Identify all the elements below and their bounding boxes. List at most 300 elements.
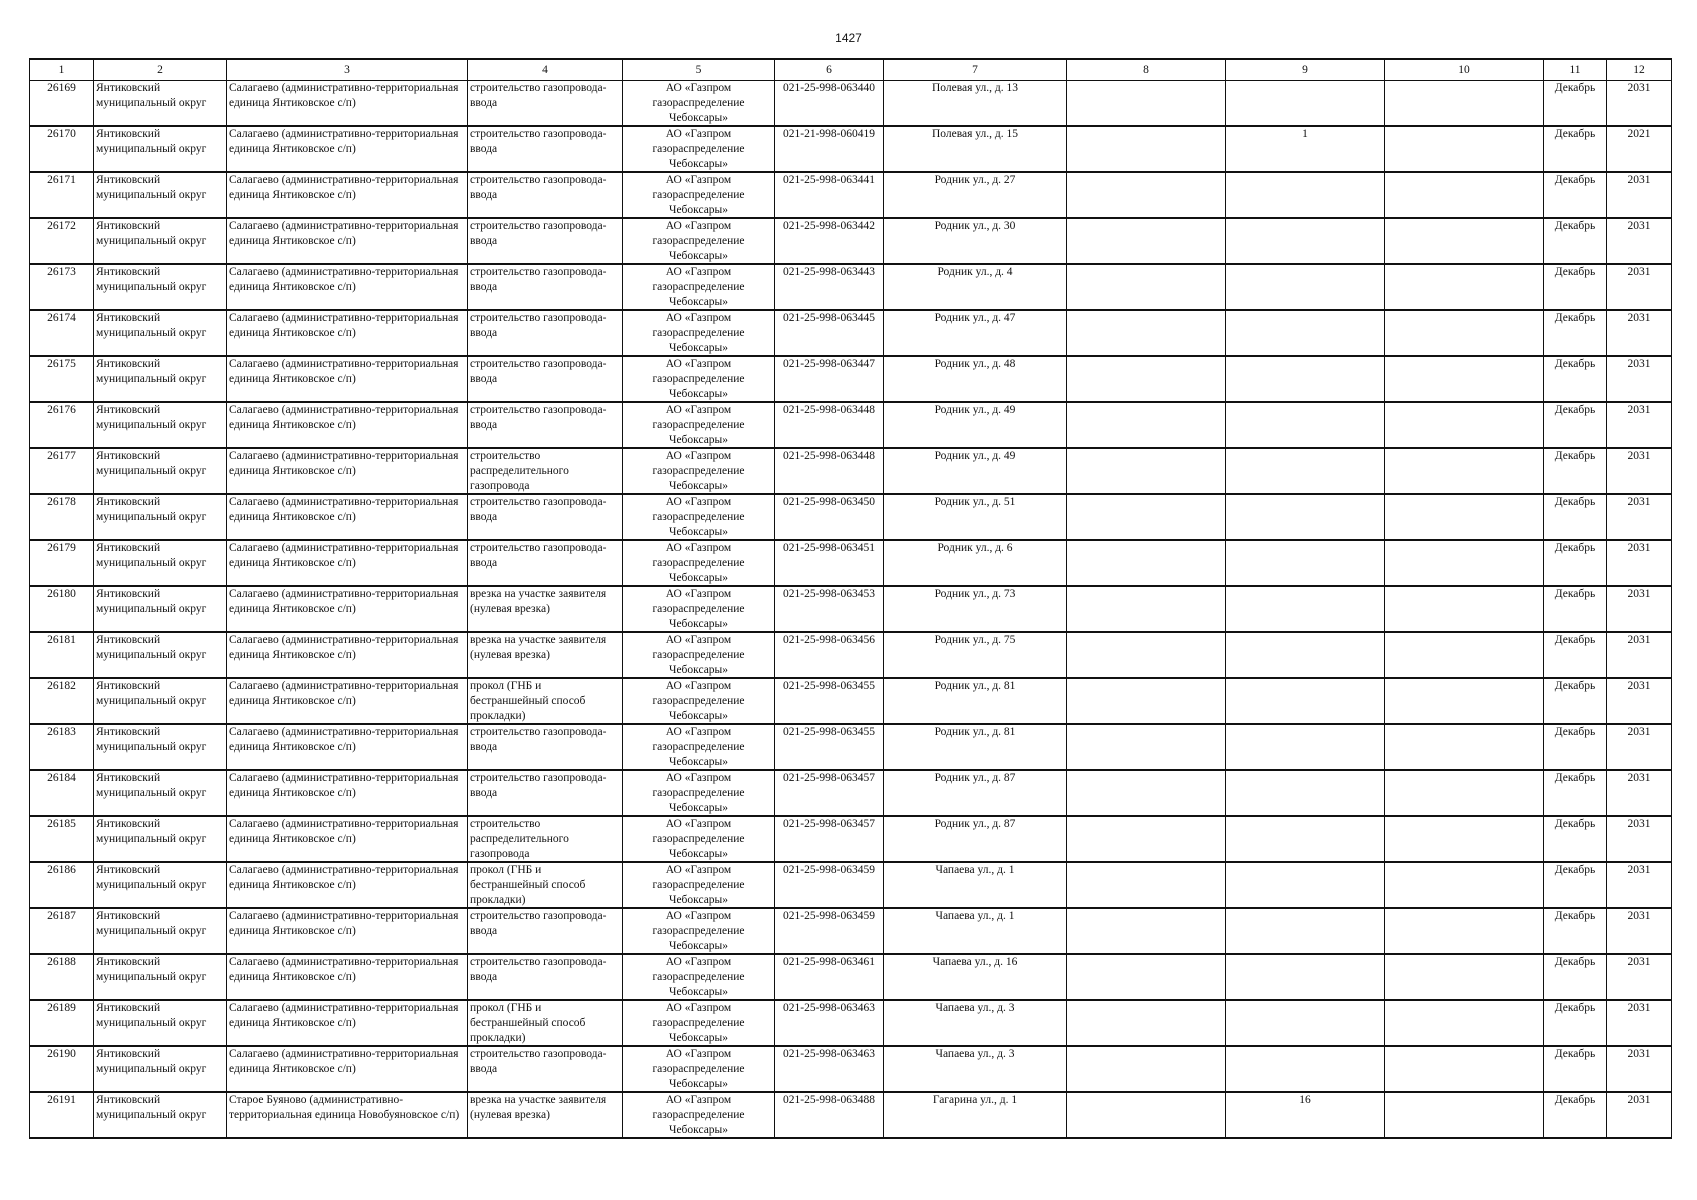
- table-cell-col-12: [1607, 1092, 1672, 1138]
- cell-text: [1387, 495, 1541, 539]
- cell-text: 021-25-998-063459: [783, 864, 875, 876]
- cell-text: [1387, 955, 1541, 999]
- table-cell-col-7: [884, 862, 1067, 908]
- cell-text: 2031: [1627, 220, 1651, 232]
- table-cell-col-10: [1385, 1046, 1544, 1092]
- cell-text: [1228, 173, 1382, 217]
- table-cell-col-3: [227, 678, 468, 724]
- cell-text: Янтиковский муниципальный округ: [96, 864, 207, 891]
- table-row: [30, 1046, 1672, 1092]
- table-cell-col-7: [884, 310, 1067, 356]
- table-cell-col-2: [94, 540, 227, 586]
- table-cell-col-9: [1226, 448, 1385, 494]
- cell-text: Янтиковский муниципальный округ: [96, 634, 207, 661]
- table-cell-col-4: [468, 1092, 623, 1138]
- cell-text: АО «Газпром газораспределение Чебоксары»: [652, 220, 745, 262]
- table-cell-col-7: [884, 816, 1067, 862]
- cell-text: 2031: [1627, 542, 1651, 554]
- table-cell-col-7: [884, 540, 1067, 586]
- table-row: [30, 1092, 1672, 1138]
- table-cell-col-2: [94, 1092, 227, 1138]
- table-cell-col-1: [30, 356, 94, 402]
- table-cell-col-2: [94, 264, 227, 310]
- table-cell-col-1: [30, 1000, 94, 1046]
- cell-text: Янтиковский муниципальный округ: [96, 220, 207, 247]
- table-cell-col-4: [468, 540, 623, 586]
- table-row: [30, 1000, 1672, 1046]
- cell-text: [1228, 449, 1382, 493]
- table-cell-col-8: [1067, 172, 1226, 218]
- cell-text: АО «Газпром газораспределение Чебоксары»: [652, 1094, 745, 1136]
- cell-text: АО «Газпром газораспределение Чебоксары»: [652, 956, 745, 998]
- table-cell-col-1: [30, 954, 94, 1000]
- cell-text: [1387, 219, 1541, 263]
- table-cell-col-10: [1385, 540, 1544, 586]
- table-cell-col-10: [1385, 724, 1544, 770]
- cell-text: [1069, 81, 1223, 125]
- cell-text: Янтиковский муниципальный округ: [96, 910, 207, 937]
- cell-text: Салагаево (административно-территориальная единица Янтиковское с/п): [229, 772, 459, 799]
- table-cell-col-3: [227, 724, 468, 770]
- table-cell-col-9: [1226, 310, 1385, 356]
- table-cell-col-9: [1226, 862, 1385, 908]
- table-cell-col-5: [623, 908, 775, 954]
- cell-text: 2031: [1627, 174, 1651, 186]
- table-header: [30, 59, 1672, 81]
- table-cell-col-6: [775, 724, 884, 770]
- table-cell-col-2: [94, 770, 227, 816]
- cell-text: [1387, 265, 1541, 309]
- cell-text: АО «Газпром газораспределение Чебоксары»: [652, 358, 745, 400]
- table-cell-col-11: [1544, 172, 1607, 218]
- table-cell-col-8: [1067, 402, 1226, 448]
- table-cell-col-5: [623, 816, 775, 862]
- table-cell-col-10: [1385, 310, 1544, 356]
- table-cell-col-11: [1544, 816, 1607, 862]
- cell-text: АО «Газпром газораспределение Чебоксары»: [652, 496, 745, 538]
- cell-text: Декабрь: [1554, 956, 1596, 968]
- cell-text: АО «Газпром газораспределение Чебоксары»: [652, 1048, 745, 1090]
- cell-text: прокол (ГНБ и бестраншейный способ прокладки): [470, 680, 586, 722]
- cell-text: [1387, 81, 1541, 125]
- table-cell-col-4: [468, 586, 623, 632]
- column-header-12: 12: [1607, 59, 1672, 81]
- cell-text: Декабрь: [1554, 174, 1596, 186]
- table-cell-col-3: [227, 1000, 468, 1046]
- cell-text: [1387, 357, 1541, 401]
- table-cell-col-9: [1226, 632, 1385, 678]
- table-cell-col-8: [1067, 1092, 1226, 1138]
- cell-text: 021-25-998-063463: [783, 1048, 875, 1060]
- cell-text: Янтиковский муниципальный округ: [96, 1002, 207, 1029]
- cell-text: 2031: [1627, 588, 1651, 600]
- table-cell-col-12: [1607, 218, 1672, 264]
- cell-text: [1069, 955, 1223, 999]
- cell-text: [1387, 311, 1541, 355]
- cell-text: [1387, 679, 1541, 723]
- table-cell-col-9: [1226, 1046, 1385, 1092]
- cell-text: 26181: [47, 634, 76, 646]
- cell-text: [1069, 863, 1223, 907]
- table-cell-col-8: [1067, 678, 1226, 724]
- cell-text: 021-25-998-063453: [783, 588, 875, 600]
- cell-text: 26178: [47, 496, 76, 508]
- column-header-1: 1: [30, 59, 94, 81]
- table-cell-col-9: [1226, 218, 1385, 264]
- cell-text: Салагаево (административно-территориальная единица Янтиковское с/п): [229, 1002, 459, 1029]
- table-cell-col-6: [775, 172, 884, 218]
- table-cell-col-4: [468, 1000, 623, 1046]
- table-cell-col-5: [623, 356, 775, 402]
- cell-text: Янтиковский муниципальный округ: [96, 496, 207, 523]
- cell-text: [1069, 449, 1223, 493]
- cell-text: Чапаева ул., д. 3: [935, 1048, 1015, 1060]
- table-cell-col-3: [227, 126, 468, 172]
- cell-text: [1228, 863, 1382, 907]
- table-cell-col-6: [775, 816, 884, 862]
- table-cell-col-3: [227, 402, 468, 448]
- table-row: [30, 310, 1672, 356]
- cell-text: 1: [1302, 128, 1308, 140]
- table-cell-col-6: [775, 218, 884, 264]
- cell-text: [1228, 265, 1382, 309]
- table-cell-col-9: [1226, 402, 1385, 448]
- cell-text: Полевая ул., д. 15: [931, 128, 1018, 140]
- table-cell-col-10: [1385, 218, 1544, 264]
- table-row: [30, 954, 1672, 1000]
- table-cell-col-7: [884, 448, 1067, 494]
- table-cell-col-5: [623, 770, 775, 816]
- cell-text: Салагаево (административно-территориальная единица Янтиковское с/п): [229, 680, 459, 707]
- table-cell-col-5: [623, 402, 775, 448]
- cell-text: Салагаево (административно-территориальная единица Янтиковское с/п): [229, 864, 459, 891]
- cell-text: АО «Газпром газораспределение Чебоксары»: [652, 772, 745, 814]
- cell-text: Янтиковский муниципальный округ: [96, 266, 207, 293]
- cell-text: Родник ул., д. 75: [934, 634, 1016, 646]
- cell-text: Полевая ул., д. 13: [931, 82, 1018, 94]
- cell-text: Янтиковский муниципальный округ: [96, 542, 207, 569]
- table-cell-col-1: [30, 1092, 94, 1138]
- cell-text: [1069, 311, 1223, 355]
- cell-text: Декабрь: [1554, 634, 1596, 646]
- table-cell-col-2: [94, 586, 227, 632]
- table-cell-col-2: [94, 862, 227, 908]
- table-cell-col-12: [1607, 678, 1672, 724]
- cell-text: Родник ул., д. 4: [937, 266, 1013, 278]
- table-cell-col-7: [884, 126, 1067, 172]
- cell-text: 021-25-998-063459: [783, 910, 875, 922]
- column-header-10: 10: [1385, 59, 1544, 81]
- table-cell-col-12: [1607, 356, 1672, 402]
- table-cell-col-11: [1544, 724, 1607, 770]
- table-cell-col-7: [884, 172, 1067, 218]
- cell-text: 2031: [1627, 266, 1651, 278]
- cell-text: [1387, 863, 1541, 907]
- cell-text: 021-25-998-063442: [783, 220, 875, 232]
- cell-text: Декабрь: [1554, 726, 1596, 738]
- table-cell-col-8: [1067, 126, 1226, 172]
- table-cell-col-4: [468, 816, 623, 862]
- table-cell-col-3: [227, 632, 468, 678]
- table-cell-col-5: [623, 264, 775, 310]
- cell-text: [1228, 633, 1382, 677]
- cell-text: Янтиковский муниципальный округ: [96, 772, 207, 799]
- cell-text: Янтиковский муниципальный округ: [96, 128, 207, 155]
- table-cell-col-5: [623, 494, 775, 540]
- table-cell-col-10: [1385, 908, 1544, 954]
- table-cell-col-2: [94, 954, 227, 1000]
- table-cell-col-12: [1607, 540, 1672, 586]
- table-cell-col-9: [1226, 770, 1385, 816]
- table-cell-col-4: [468, 678, 623, 724]
- cell-text: прокол (ГНБ и бестраншейный способ прокладки): [470, 1002, 586, 1044]
- table-cell-col-2: [94, 724, 227, 770]
- cell-text: [1069, 265, 1223, 309]
- cell-text: 26185: [47, 818, 76, 830]
- table-cell-col-6: [775, 1046, 884, 1092]
- cell-text: 2031: [1627, 818, 1651, 830]
- cell-text: Янтиковский муниципальный округ: [96, 818, 207, 845]
- cell-text: Декабрь: [1554, 266, 1596, 278]
- cell-text: 26175: [47, 358, 76, 370]
- table-row: [30, 908, 1672, 954]
- cell-text: АО «Газпром газораспределение Чебоксары»: [652, 910, 745, 952]
- cell-text: Декабрь: [1554, 588, 1596, 600]
- table-cell-col-12: [1607, 264, 1672, 310]
- table-cell-col-3: [227, 862, 468, 908]
- cell-text: Салагаево (административно-территориальная единица Янтиковское с/п): [229, 726, 459, 753]
- table-cell-col-3: [227, 494, 468, 540]
- cell-text: АО «Газпром газораспределение Чебоксары»: [652, 634, 745, 676]
- table-cell-col-8: [1067, 494, 1226, 540]
- cell-text: 26173: [47, 266, 76, 278]
- table-row: [30, 494, 1672, 540]
- cell-text: [1228, 771, 1382, 815]
- cell-text: АО «Газпром газораспределение Чебоксары»: [652, 266, 745, 308]
- cell-text: 26191: [47, 1094, 76, 1106]
- table-cell-col-11: [1544, 678, 1607, 724]
- cell-text: Декабрь: [1554, 680, 1596, 692]
- table-cell-col-6: [775, 448, 884, 494]
- cell-text: строительство газопровода-ввода: [470, 726, 607, 753]
- table-row: [30, 264, 1672, 310]
- table-cell-col-12: [1607, 310, 1672, 356]
- table-cell-col-12: [1607, 724, 1672, 770]
- table-cell-col-4: [468, 126, 623, 172]
- cell-text: [1228, 81, 1382, 125]
- cell-text: Янтиковский муниципальный округ: [96, 726, 207, 753]
- cell-text: Декабрь: [1554, 82, 1596, 94]
- cell-text: [1228, 725, 1382, 769]
- table-cell-col-10: [1385, 264, 1544, 310]
- table-body: [30, 81, 1672, 1139]
- table-cell-col-1: [30, 540, 94, 586]
- cell-text: Салагаево (административно-территориальная единица Янтиковское с/п): [229, 220, 459, 247]
- cell-text: 26188: [47, 956, 76, 968]
- table-cell-col-4: [468, 494, 623, 540]
- table-cell-col-6: [775, 402, 884, 448]
- cell-text: [1069, 1001, 1223, 1045]
- table-cell-col-1: [30, 586, 94, 632]
- cell-text: [1069, 633, 1223, 677]
- table-cell-col-5: [623, 1046, 775, 1092]
- cell-text: строительство распределительного газопровода: [470, 818, 569, 860]
- table-cell-col-7: [884, 954, 1067, 1000]
- table-cell-col-1: [30, 1046, 94, 1092]
- table-cell-col-11: [1544, 81, 1607, 127]
- table-cell-col-1: [30, 264, 94, 310]
- table-cell-col-3: [227, 908, 468, 954]
- table-cell-col-10: [1385, 1092, 1544, 1138]
- table-cell-col-3: [227, 1092, 468, 1138]
- table-cell-col-10: [1385, 494, 1544, 540]
- table-cell-col-4: [468, 310, 623, 356]
- table-cell-col-11: [1544, 218, 1607, 264]
- cell-text: 2031: [1627, 358, 1651, 370]
- table-cell-col-10: [1385, 81, 1544, 127]
- cell-text: АО «Газпром газораспределение Чебоксары»: [652, 680, 745, 722]
- table-cell-col-2: [94, 816, 227, 862]
- table-cell-col-4: [468, 954, 623, 1000]
- table-cell-col-10: [1385, 632, 1544, 678]
- table-cell-col-4: [468, 402, 623, 448]
- cell-text: Салагаево (административно-территориальная единица Янтиковское с/п): [229, 312, 459, 339]
- cell-text: [1069, 725, 1223, 769]
- table-cell-col-2: [94, 678, 227, 724]
- cell-text: [1069, 679, 1223, 723]
- table-cell-col-3: [227, 816, 468, 862]
- table-cell-col-11: [1544, 1092, 1607, 1138]
- table-cell-col-9: [1226, 678, 1385, 724]
- table-cell-col-5: [623, 954, 775, 1000]
- table-cell-col-6: [775, 678, 884, 724]
- table-cell-col-2: [94, 494, 227, 540]
- cell-text: 26171: [47, 174, 76, 186]
- cell-text: 021-25-998-063448: [783, 450, 875, 462]
- cell-text: АО «Газпром газораспределение Чебоксары»: [652, 312, 745, 354]
- cell-text: Старое Буяново (административно-территориальная единица Новобуяновское с/п): [229, 1094, 460, 1121]
- cell-text: АО «Газпром газораспределение Чебоксары»: [652, 82, 745, 124]
- cell-text: Родник ул., д. 30: [934, 220, 1016, 232]
- cell-text: [1069, 587, 1223, 631]
- table-cell-col-11: [1544, 954, 1607, 1000]
- cell-text: Салагаево (административно-территориальная единица Янтиковское с/п): [229, 542, 459, 569]
- table-cell-col-9: [1226, 586, 1385, 632]
- table-cell-col-12: [1607, 862, 1672, 908]
- table-cell-col-7: [884, 770, 1067, 816]
- table-cell-col-12: [1607, 816, 1672, 862]
- table-cell-col-2: [94, 172, 227, 218]
- cell-text: 26187: [47, 910, 76, 922]
- cell-text: Салагаево (административно-территориальная единица Янтиковское с/п): [229, 404, 459, 431]
- table-cell-col-10: [1385, 862, 1544, 908]
- table-cell-col-12: [1607, 908, 1672, 954]
- cell-text: строительство газопровода-ввода: [470, 1048, 607, 1075]
- table-cell-col-8: [1067, 540, 1226, 586]
- table-cell-col-9: [1226, 126, 1385, 172]
- column-header-6: 6: [775, 59, 884, 81]
- cell-text: Салагаево (административно-территориальная единица Янтиковское с/п): [229, 358, 459, 385]
- cell-text: АО «Газпром газораспределение Чебоксары»: [652, 404, 745, 446]
- cell-text: 021-25-998-063455: [783, 680, 875, 692]
- table-cell-col-10: [1385, 1000, 1544, 1046]
- cell-text: [1387, 725, 1541, 769]
- cell-text: [1387, 449, 1541, 493]
- cell-text: 26190: [47, 1048, 76, 1060]
- cell-text: Салагаево (административно-территориальная единица Янтиковское с/п): [229, 910, 459, 937]
- table-cell-col-1: [30, 494, 94, 540]
- table-cell-col-5: [623, 1000, 775, 1046]
- table-cell-col-5: [623, 172, 775, 218]
- table-cell-col-11: [1544, 770, 1607, 816]
- table-cell-col-2: [94, 310, 227, 356]
- table-row: [30, 724, 1672, 770]
- table-cell-col-12: [1607, 402, 1672, 448]
- table-cell-col-9: [1226, 908, 1385, 954]
- table-row: [30, 81, 1672, 127]
- cell-text: Салагаево (административно-территориальная единица Янтиковское с/п): [229, 818, 459, 845]
- cell-text: Родник ул., д. 73: [934, 588, 1016, 600]
- table-cell-col-11: [1544, 126, 1607, 172]
- cell-text: Декабрь: [1554, 1048, 1596, 1060]
- table-cell-col-11: [1544, 1000, 1607, 1046]
- cell-text: 2031: [1627, 312, 1651, 324]
- table-cell-col-10: [1385, 586, 1544, 632]
- table-cell-col-8: [1067, 816, 1226, 862]
- table-cell-col-4: [468, 264, 623, 310]
- cell-text: 2031: [1627, 772, 1651, 784]
- table-cell-col-1: [30, 678, 94, 724]
- table-cell-col-6: [775, 540, 884, 586]
- table-cell-col-6: [775, 1092, 884, 1138]
- table-cell-col-8: [1067, 356, 1226, 402]
- table-cell-col-4: [468, 81, 623, 127]
- table-cell-col-2: [94, 1046, 227, 1092]
- table-cell-col-6: [775, 862, 884, 908]
- table-cell-col-3: [227, 172, 468, 218]
- cell-text: строительство газопровода-ввода: [470, 772, 607, 799]
- cell-text: Родник ул., д. 87: [934, 818, 1016, 830]
- cell-text: Декабрь: [1554, 220, 1596, 232]
- cell-text: Салагаево (административно-территориальная единица Янтиковское с/п): [229, 174, 459, 201]
- table-cell-col-9: [1226, 81, 1385, 127]
- table-cell-col-10: [1385, 678, 1544, 724]
- table-cell-col-5: [623, 310, 775, 356]
- cell-text: 26186: [47, 864, 76, 876]
- table-cell-col-5: [623, 724, 775, 770]
- table-cell-col-6: [775, 632, 884, 678]
- cell-text: [1387, 771, 1541, 815]
- table-cell-col-9: [1226, 816, 1385, 862]
- table-cell-col-4: [468, 908, 623, 954]
- table-cell-col-11: [1544, 310, 1607, 356]
- table-cell-col-1: [30, 310, 94, 356]
- table-row: [30, 448, 1672, 494]
- cell-text: 021-25-998-063457: [783, 772, 875, 784]
- cell-text: [1228, 909, 1382, 953]
- column-header-3: 3: [227, 59, 468, 81]
- column-number-row: [30, 59, 1672, 81]
- table-cell-col-3: [227, 264, 468, 310]
- table-cell-col-1: [30, 770, 94, 816]
- table-cell-col-3: [227, 954, 468, 1000]
- table-cell-col-7: [884, 1000, 1067, 1046]
- cell-text: [1069, 817, 1223, 861]
- cell-text: 021-25-998-063488: [783, 1094, 875, 1106]
- cell-text: 021-25-998-063440: [783, 82, 875, 94]
- table-cell-col-5: [623, 448, 775, 494]
- cell-text: 26182: [47, 680, 76, 692]
